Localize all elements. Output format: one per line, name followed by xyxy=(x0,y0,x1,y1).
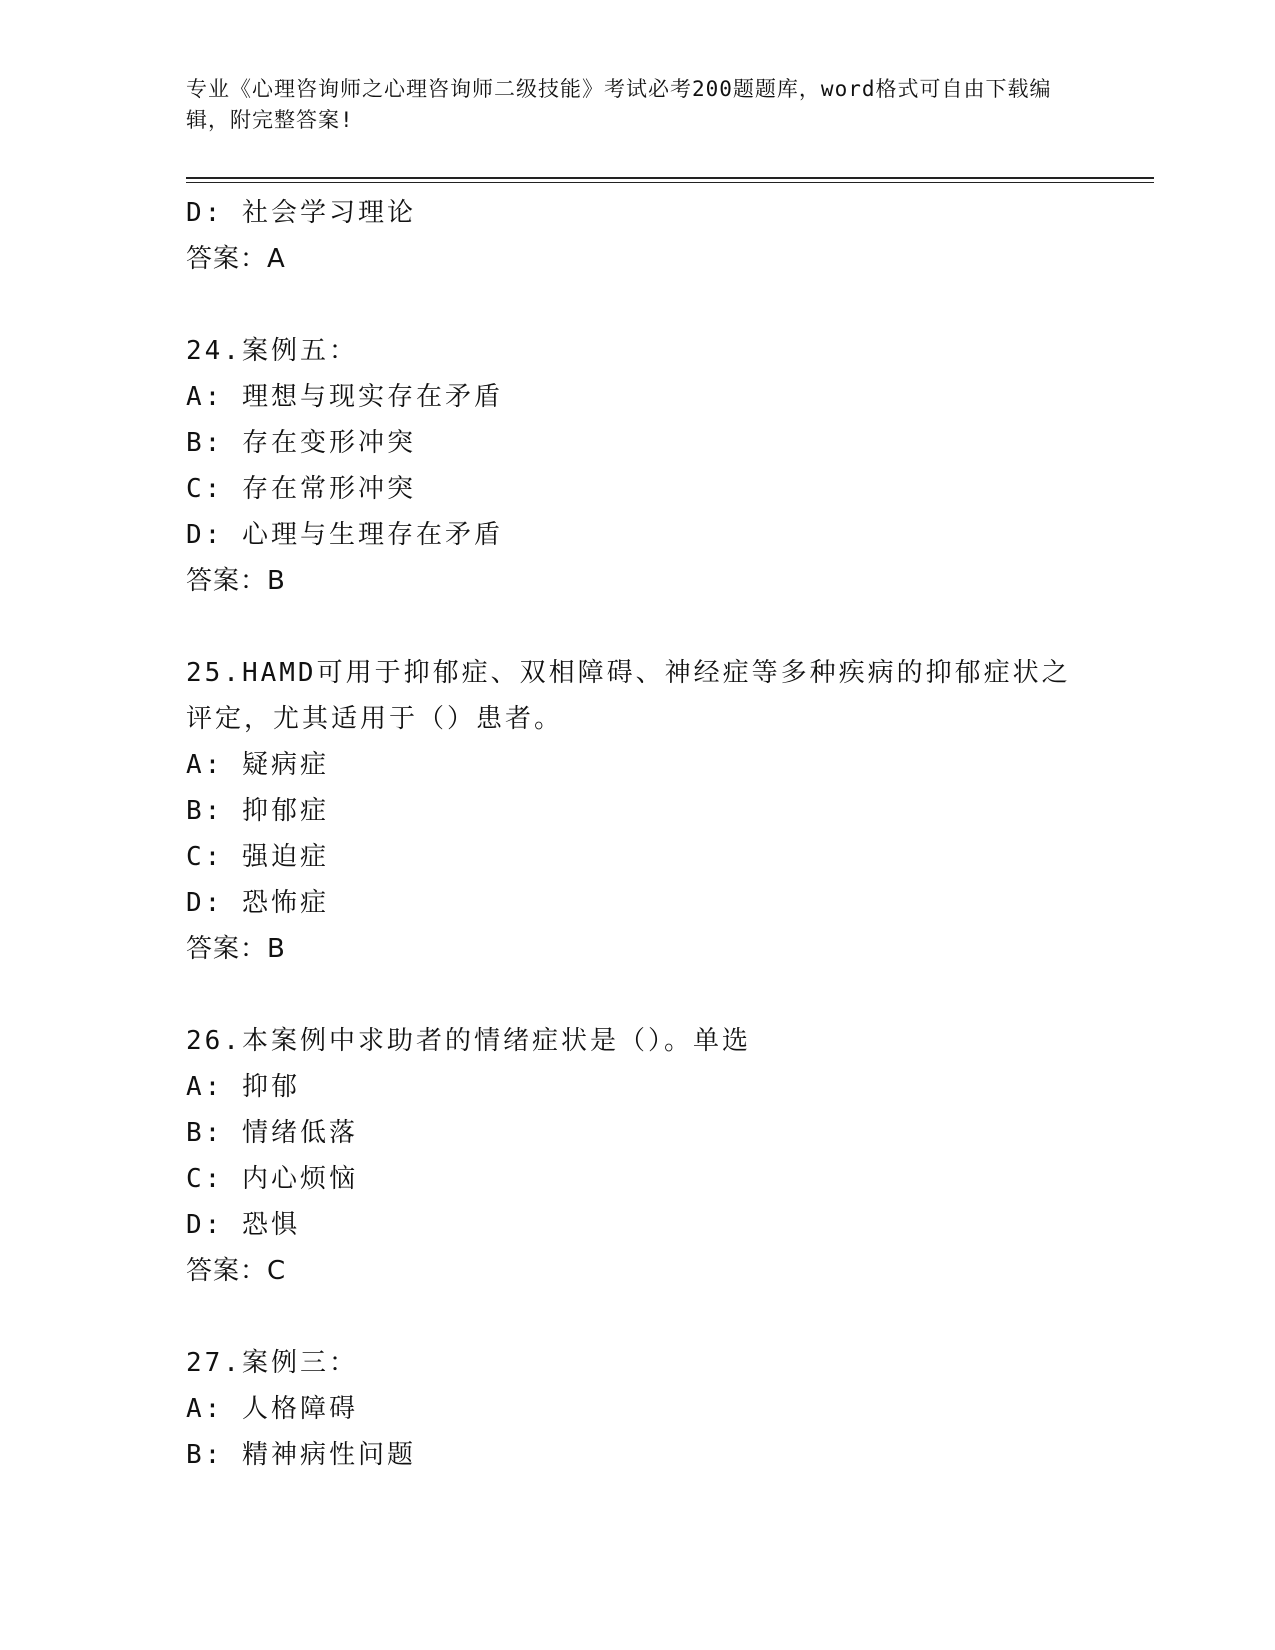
question-block xyxy=(186,1340,1086,1478)
question-block xyxy=(186,190,1086,282)
question-stem: 25.HAMD可用于抑郁症、双相障碍、神经症等多种疾病的抑郁症状之评定，尤其适用于（）患者。 xyxy=(186,658,1071,734)
option-a: A: 抑郁 xyxy=(186,1072,300,1102)
question-stem: 26.本案例中求助者的情绪症状是（）。单选 xyxy=(186,1026,751,1056)
option-b: B: 存在变形冲突 xyxy=(186,428,416,458)
option-b: B: 情绪低落 xyxy=(186,1118,358,1148)
option-c: C: 内心烦恼 xyxy=(186,1164,358,1194)
option-d: D: 恐怖症 xyxy=(186,888,329,918)
option-c: C: 存在常形冲突 xyxy=(186,474,416,504)
answer-line: 答案：A xyxy=(186,244,286,274)
header-rule-thick xyxy=(186,177,1154,179)
option-d: D: 心理与生理存在矛盾 xyxy=(186,520,503,550)
question-block xyxy=(186,650,1086,972)
answer-line: 答案：B xyxy=(186,934,286,964)
option-b: B: 精神病性问题 xyxy=(186,1440,416,1470)
question-block xyxy=(186,1018,1086,1294)
option-c: C: 强迫症 xyxy=(186,842,329,872)
header-rule-thin xyxy=(186,182,1154,183)
question-block xyxy=(186,328,1086,604)
answer-line: 答案：C xyxy=(186,1256,287,1286)
question-stem: 24.案例五： xyxy=(186,336,358,366)
question-stem: 27.案例三： xyxy=(186,1348,358,1378)
option-a: A: 人格障碍 xyxy=(186,1394,358,1424)
option-d: D: 社会学习理论 xyxy=(186,198,416,228)
option-b: B: 抑郁症 xyxy=(186,796,329,826)
answer-line: 答案：B xyxy=(186,566,286,596)
option-d: D: 恐惧 xyxy=(186,1210,300,1240)
option-a: A: 疑病症 xyxy=(186,750,329,780)
page-header-text: 专业《心理咨询师之心理咨询师二级技能》考试必考200题题库，word格式可自由下载编辑，附完整答案! xyxy=(186,77,1052,132)
option-a: A: 理想与现实存在矛盾 xyxy=(186,382,503,412)
question-list xyxy=(186,190,1086,1478)
